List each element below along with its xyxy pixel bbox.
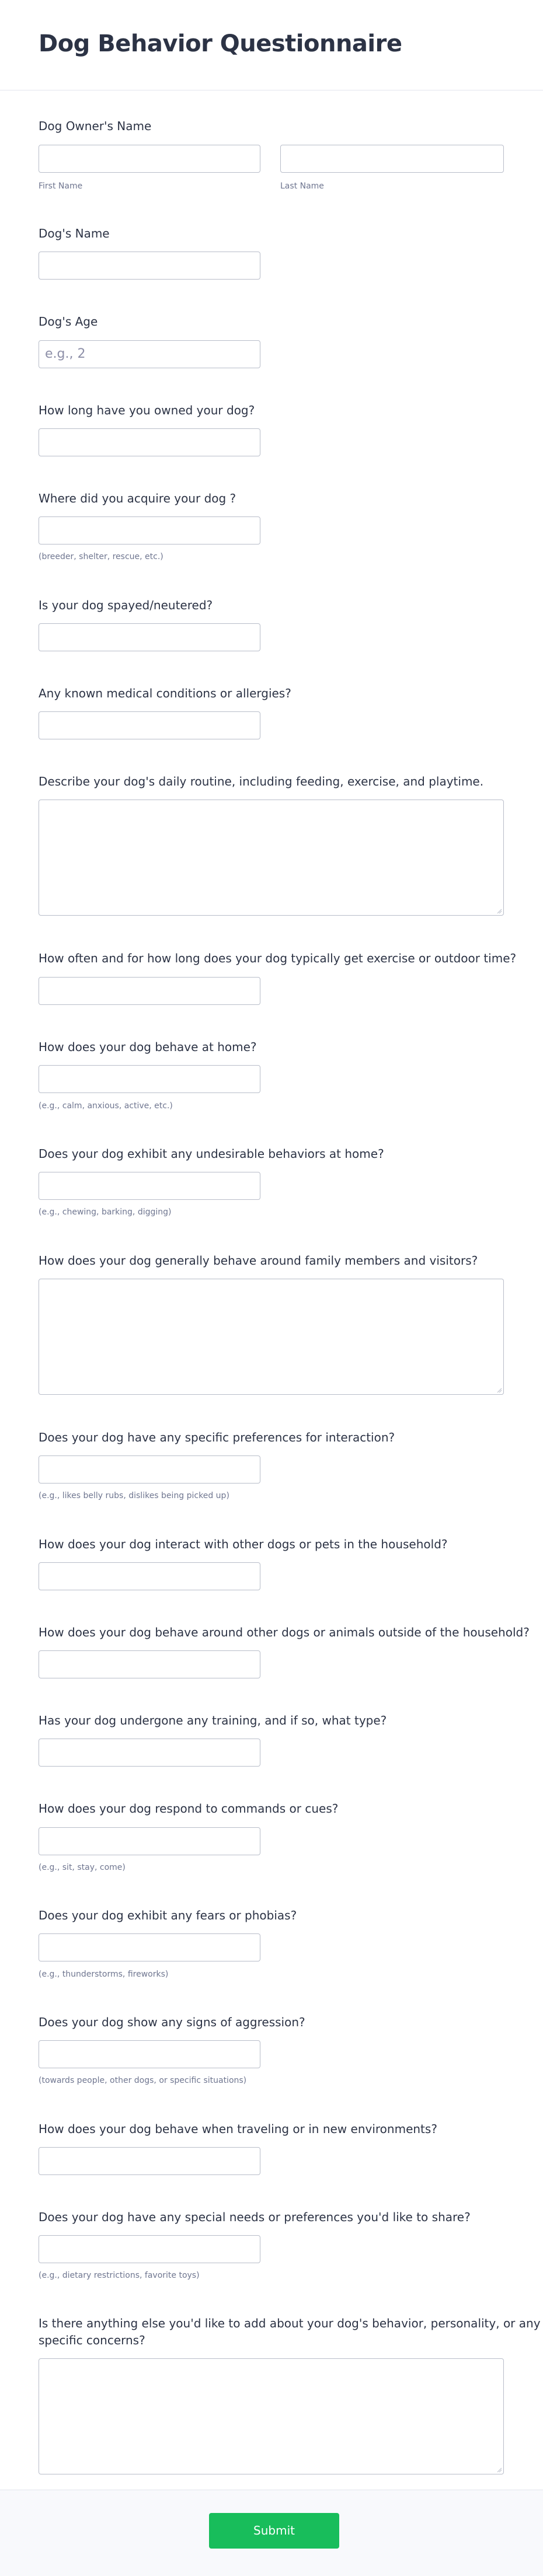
acquire-sublabel: (breeder, shelter, rescue, etc.) [39, 552, 163, 561]
other-pets-label: How does your dog interact with other dogs or pets in the household? [39, 1537, 448, 1551]
fears-label: Does your dog exhibit any fears or phobias? [39, 1908, 297, 1922]
owned-duration-input[interactable] [39, 428, 260, 456]
last-name-sublabel: Last Name [280, 181, 324, 191]
anything-else-label-line2: specific concerns? [39, 2333, 145, 2347]
last-name-input[interactable] [280, 145, 504, 173]
outside-animals-input[interactable] [39, 1650, 260, 1678]
outside-animals-label: How does your dog behave around other dogs or animals outside of the household? [39, 1625, 530, 1639]
routine-textarea[interactable] [39, 800, 504, 916]
form-header [0, 0, 543, 90]
first-name-sublabel: First Name [39, 181, 83, 191]
special-needs-sublabel: (e.g., dietary restrictions, favorite toys) [39, 2271, 200, 2280]
undesirable-label: Does your dog exhibit any undesirable behaviors at home? [39, 1147, 384, 1161]
spayed-input[interactable] [39, 623, 260, 651]
exercise-label: How often and for how long does your dog typically get exercise or outdoor time? [39, 951, 517, 965]
preferences-sublabel: (e.g., likes belly rubs, dislikes being picked up) [39, 1491, 229, 1500]
medical-input[interactable] [39, 711, 260, 739]
special-needs-label: Does your dog have any special needs or preferences you'd like to share? [39, 2210, 471, 2224]
aggression-label: Does your dog show any signs of aggression? [39, 2015, 305, 2029]
traveling-label: How does your dog behave when traveling or in new environments? [39, 2122, 437, 2136]
other-pets-input[interactable] [39, 1562, 260, 1590]
dog-age-input[interactable]: e.g., 2 [39, 340, 260, 368]
behave-home-label: How does your dog behave at home? [39, 1040, 257, 1054]
owner-name-label: Dog Owner's Name [39, 119, 152, 133]
behave-home-sublabel: (e.g., calm, anxious, active, etc.) [39, 1101, 173, 1111]
anything-else-label-line1: Is there anything else you'd like to add about your dog's behavior, personality, or any [39, 2316, 541, 2330]
form-title: Dog Behavior Questionnaire [39, 30, 402, 57]
fears-input[interactable] [39, 1933, 260, 1961]
resize-handle-icon[interactable] [496, 908, 502, 914]
special-needs-input[interactable] [39, 2235, 260, 2263]
acquire-input[interactable] [39, 516, 260, 544]
commands-sublabel: (e.g., sit, stay, come) [39, 1863, 126, 1872]
exercise-input[interactable] [39, 977, 260, 1005]
routine-label: Describe your dog's daily routine, including feeding, exercise, and playtime. [39, 774, 484, 788]
family-textarea[interactable] [39, 1279, 504, 1395]
aggression-input[interactable] [39, 2040, 260, 2068]
first-name-input[interactable] [39, 145, 260, 173]
spayed-label: Is your dog spayed/neutered? [39, 598, 213, 612]
undesirable-input[interactable] [39, 1172, 260, 1200]
dog-name-label: Dog's Name [39, 226, 110, 240]
dog-name-input[interactable] [39, 252, 260, 280]
submit-button[interactable]: Submit [209, 2513, 339, 2549]
dog-age-label: Dog's Age [39, 315, 98, 329]
commands-input[interactable] [39, 1827, 260, 1855]
resize-handle-icon[interactable] [496, 2467, 502, 2473]
resize-handle-icon[interactable] [496, 1387, 502, 1393]
medical-label: Any known medical conditions or allergies? [39, 686, 291, 700]
owned-duration-label: How long have you owned your dog? [39, 403, 255, 417]
commands-label: How does your dog respond to commands or cues? [39, 1802, 339, 1816]
training-label: Has your dog undergone any training, and if so, what type? [39, 1713, 387, 1727]
behave-home-input[interactable] [39, 1065, 260, 1093]
anything-else-textarea[interactable] [39, 2358, 504, 2474]
undesirable-sublabel: (e.g., chewing, barking, digging) [39, 1207, 172, 1217]
acquire-label: Where did you acquire your dog ? [39, 491, 236, 505]
training-input[interactable] [39, 1739, 260, 1767]
fears-sublabel: (e.g., thunderstorms, fireworks) [39, 1970, 169, 1979]
preferences-label: Does your dog have any specific preferences for interaction? [39, 1430, 395, 1444]
family-label: How does your dog generally behave around family members and visitors? [39, 1254, 478, 1268]
preferences-input[interactable] [39, 1455, 260, 1484]
traveling-input[interactable] [39, 2147, 260, 2175]
aggression-sublabel: (towards people, other dogs, or specific situations) [39, 2076, 247, 2085]
